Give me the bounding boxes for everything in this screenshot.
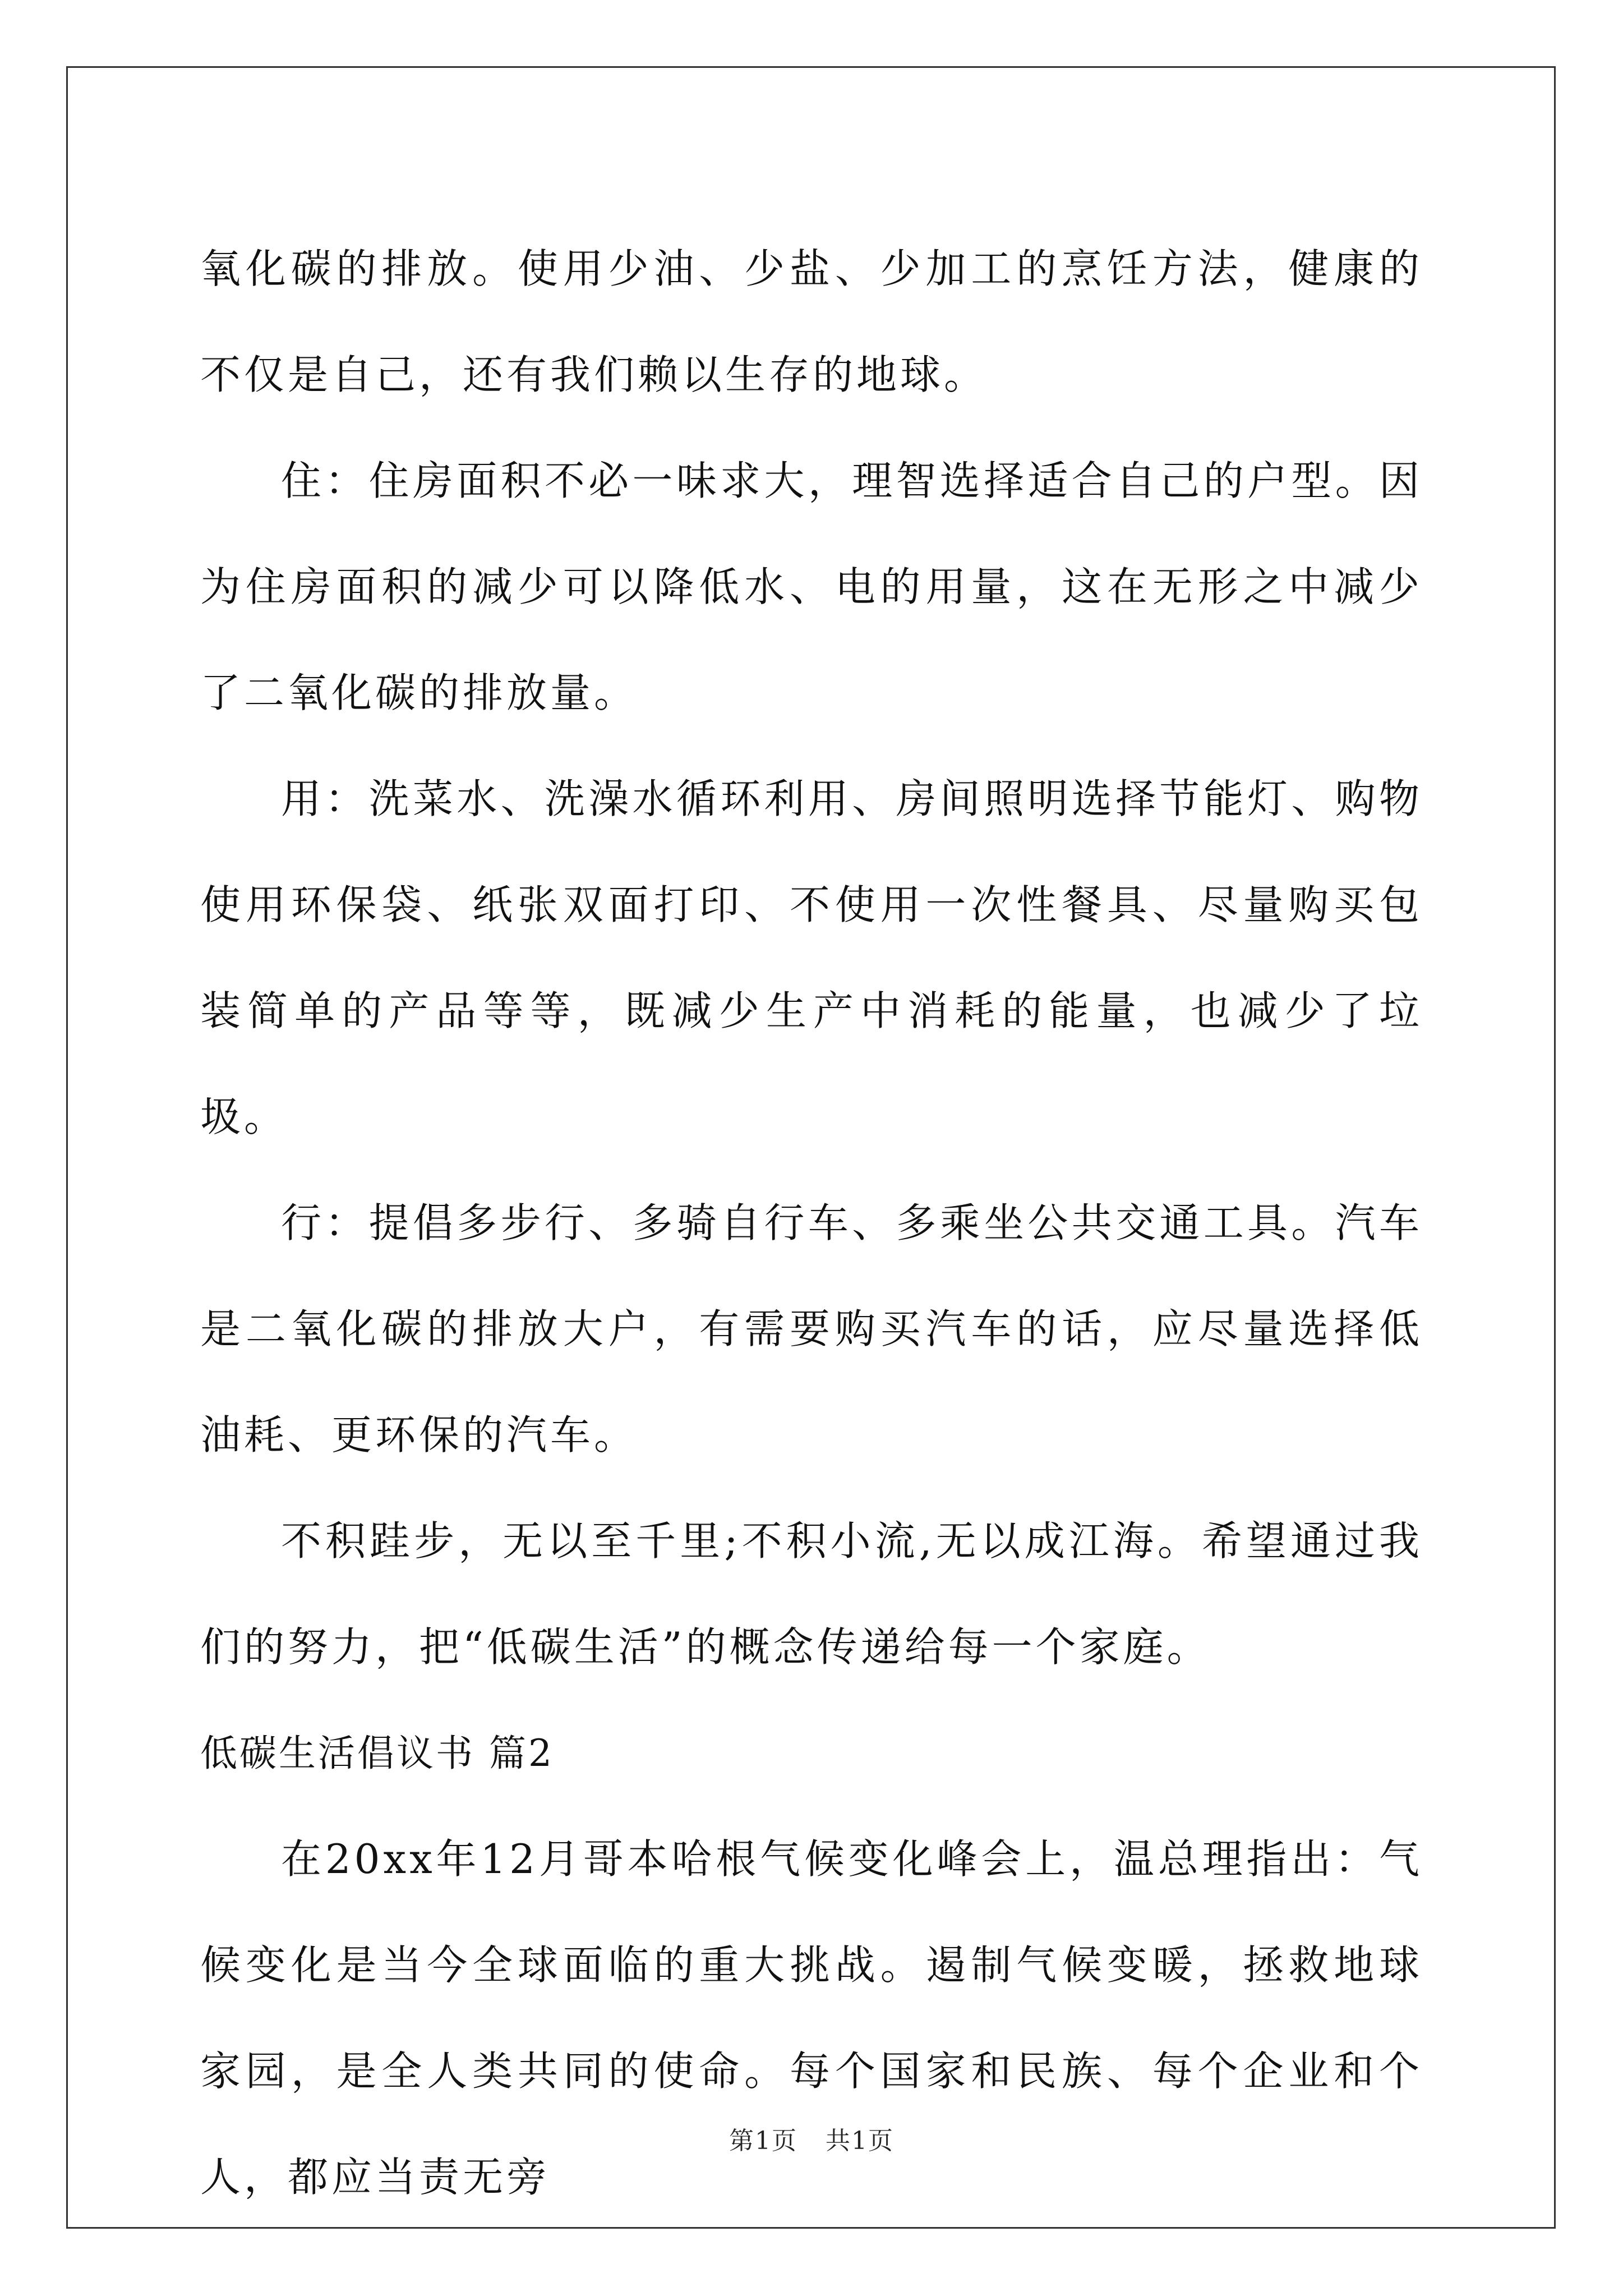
- paragraph-housing: 住：住房面积不必一味求大，理智选择适合自己的户型。因为住房面积的减少可以降低水、电的用量，这在无形之中减少了二氧化碳的排放量。: [200, 457, 1423, 716]
- paragraph-travel: 行：提倡多步行、多骑自行车、多乘坐公共交通工具。汽车是二氧化碳的排放大户，有需要购买汽车的话，应尽量选择低油耗、更环保的汽车。: [200, 1199, 1423, 1458]
- paragraph-section-2: 在20xx年12月哥本哈根气候变化峰会上，温总理指出：气候变化是当今全球面临的重大挑战。遏制气候变暖，拯救地球家园，是全人类共同的使命。每个国家和民族、每个企业和个人，都应当责无旁: [200, 1835, 1423, 2201]
- section-heading: 低碳生活倡议书 篇2: [200, 1732, 554, 1775]
- page-footer: [0, 2120, 1623, 2156]
- paragraph-conclusion: 不积跬步，无以至千里;不积小流,无以成江海。希望通过我们的努力，把“低碳生活”的概念传递给每一个家庭。: [200, 1517, 1423, 1671]
- paragraph-usage: 用：洗菜水、洗澡水循环利用、房间照明选择节能灯、购物使用环保袋、纸张双面打印、不使用一次性餐具、尽量购买包装简单的产品等等，既减少生产中消耗的能量，也减少了垃圾。: [200, 775, 1423, 1140]
- document-body: [200, 216, 1423, 2230]
- page-number-total: 共1页: [826, 2127, 894, 2155]
- page-number-current: 第1页: [729, 2127, 797, 2155]
- paragraph-1: 氧化碳的排放。使用少油、少盐、少加工的烹饪方法，健康的不仅是自己，还有我们赖以生存的地球。: [200, 245, 1423, 398]
